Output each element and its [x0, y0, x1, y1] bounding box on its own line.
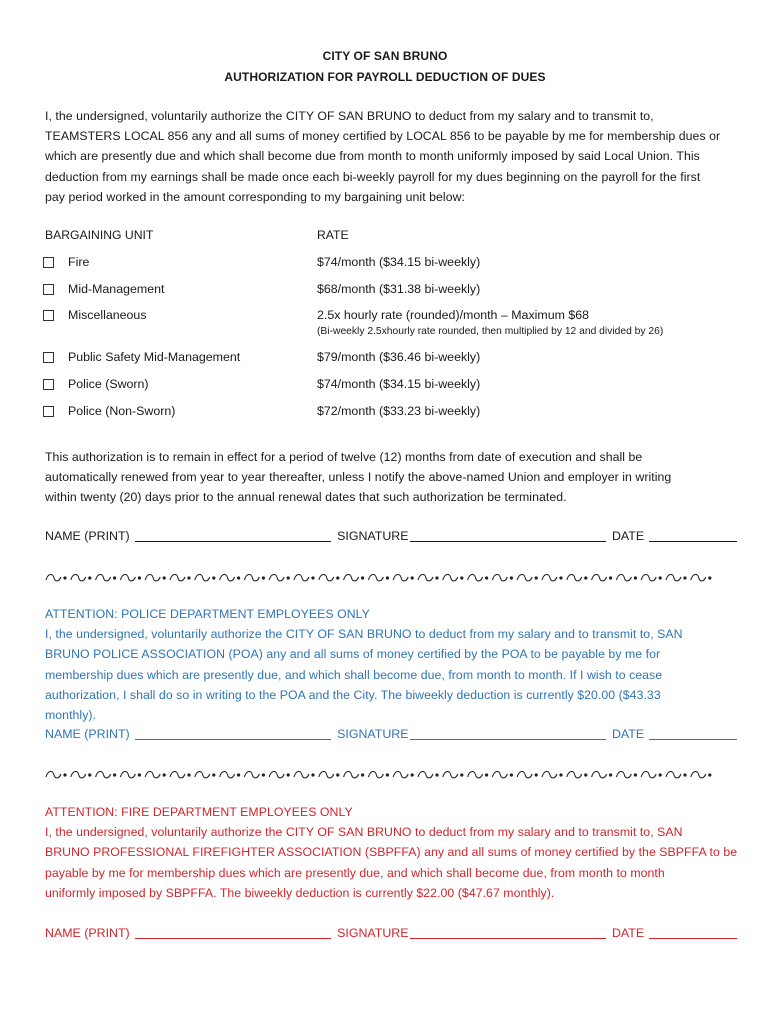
ornament-dot: [584, 773, 587, 776]
date-label: DATE: [611, 727, 645, 741]
unit-label-public-safety-mid-management: Public Safety Mid-Management: [68, 350, 241, 364]
ornament-dot: [386, 576, 389, 579]
signature-label: SIGNATURE: [337, 926, 409, 940]
org-title: CITY OF SAN BRUNO: [322, 49, 448, 63]
ornament-dot: [411, 576, 414, 579]
ornament-dot: [584, 576, 587, 579]
police-line: BRUNO POLICE ASSOCIATION (POA) any and all sums of money certified by the POA to be payable by me for: [45, 647, 661, 662]
ornament-scroll: [616, 574, 631, 580]
ornament-scroll: [294, 574, 309, 580]
col-header-rate: RATE: [317, 228, 349, 242]
ornament-dot: [212, 773, 215, 776]
rate-miscellaneous: 2.5x hourly rate (rounded)/month – Maximum $68: [317, 308, 590, 322]
fire-line: BRUNO PROFESSIONAL FIREFIGHTER ASSOCIATION (SBPFFA) any and all sums of money certified by the SBPFFA to be: [45, 845, 738, 860]
renewal-line: This authorization is to remain in effect for a period of twelve (12) months from date of execution and shall be: [45, 450, 643, 464]
ornament-dot: [361, 773, 364, 776]
ornament-scroll: [170, 574, 185, 580]
ornament-dot: [361, 576, 364, 579]
ornament-scroll: [567, 574, 582, 580]
ornament-scroll: [691, 574, 706, 580]
ornament-dot: [163, 773, 166, 776]
ornament-dot: [187, 773, 190, 776]
ornament-scroll: [542, 771, 557, 777]
intro-line: deduction from my earnings shall be made once each bi-weekly payroll for my dues beginning on the payroll for the first: [45, 169, 701, 184]
ornament-scroll: [71, 771, 86, 777]
fire-line: I, the undersigned, voluntarily authorize the CITY OF SAN BRUNO to deduct from my salary and to transmit to, SAN: [45, 825, 683, 840]
signature-row-teamsters: [45, 529, 740, 543]
ornament-dot: [485, 576, 488, 579]
ornament-dot: [634, 773, 637, 776]
ornament-dot: [88, 576, 91, 579]
ornament-scroll: [220, 574, 235, 580]
date-field[interactable]: [649, 529, 737, 542]
ornament-dot: [187, 576, 190, 579]
signature-label: SIGNATURE: [337, 529, 409, 543]
ornament-dot: [212, 576, 215, 579]
name-print-label: NAME (PRINT): [45, 529, 130, 543]
ornament-dot: [708, 576, 711, 579]
renewal-paragraph: [45, 447, 735, 508]
name-print-label: NAME (PRINT): [45, 727, 130, 741]
ornament-scroll: [71, 574, 86, 580]
ornament-dot: [262, 773, 265, 776]
ornament-dot: [634, 576, 637, 579]
rate-police-non-sworn: $72/month ($33.23 bi-weekly): [317, 404, 481, 418]
police-line: I, the undersigned, voluntarily authorize the CITY OF SAN BRUNO to deduct from my salary and to transmit to, SAN: [45, 627, 683, 642]
ornament-dot: [237, 773, 240, 776]
signature-field[interactable]: [410, 727, 606, 740]
intro-line: pay period worked in the amount corresponding to my bargaining unit below:: [45, 189, 465, 204]
ornament-scroll: [96, 771, 111, 777]
ornament-scroll: [120, 574, 135, 580]
ornament-dot: [535, 773, 538, 776]
checkbox-fire[interactable]: [43, 257, 54, 268]
name-print-label: NAME (PRINT): [45, 926, 130, 940]
ornament-scroll: [120, 771, 135, 777]
name-print-field[interactable]: [135, 529, 331, 542]
ornament-dot: [311, 773, 314, 776]
ornament-scroll: [319, 771, 334, 777]
date-field[interactable]: [649, 727, 737, 740]
signature-field[interactable]: [410, 529, 606, 542]
unit-label-miscellaneous: Miscellaneous: [68, 308, 147, 322]
ornament-scroll: [269, 574, 284, 580]
ornament-scroll: [418, 574, 433, 580]
ornament-dot: [559, 773, 562, 776]
ornament-dot: [386, 773, 389, 776]
ornament-dot: [708, 773, 711, 776]
ornament-dot: [683, 576, 686, 579]
ornament-scroll: [393, 574, 408, 580]
ornament-scroll: [145, 574, 160, 580]
fire-section: [45, 802, 738, 903]
renewal-line: within twenty (20) days prior to the annual renewal dates that such authorization be terminated.: [45, 490, 567, 505]
name-print-field[interactable]: [135, 926, 331, 939]
ornament-scroll: [244, 771, 259, 777]
intro-line: I, the undersigned, voluntarily authorize the CITY OF SAN BRUNO to deduct from my salary and to transmit to,: [45, 109, 654, 123]
ornament-scroll: [592, 771, 607, 777]
ornament-dot: [609, 576, 612, 579]
ornament-dot: [113, 576, 116, 579]
rate-police-sworn: $74/month ($34.15 bi-weekly): [317, 377, 481, 391]
ornament-scroll: [195, 771, 210, 777]
police-line: authorization, I shall do so in writing to the POA and the City. The biweekly deduction is currently $20.00 ($43.33: [45, 687, 661, 702]
ornament-scroll: [517, 574, 532, 580]
ornament-scroll: [368, 771, 383, 777]
ornament-scroll: [344, 771, 359, 777]
date-label: DATE: [611, 926, 645, 940]
fire-heading: ATTENTION: FIRE DEPARTMENT EMPLOYEES ONLY: [45, 805, 353, 819]
rate-fire: $74/month ($34.15 bi-weekly): [317, 255, 481, 269]
ornament-dot: [411, 773, 414, 776]
ornament-divider: [45, 571, 715, 585]
checkbox-police-non-sworn[interactable]: [43, 406, 54, 417]
checkbox-mid-management[interactable]: [43, 284, 54, 295]
ornament-dot: [485, 773, 488, 776]
ornament-scroll: [592, 574, 607, 580]
renewal-line: automatically renewed from year to year thereafter, unless I notify the above-named Union and employer in writing: [45, 470, 672, 485]
ornament-scroll: [269, 771, 284, 777]
ornament-scroll: [319, 574, 334, 580]
police-heading: ATTENTION: POLICE DEPARTMENT EMPLOYEES ONLY: [45, 607, 370, 621]
ornament-scroll: [517, 771, 532, 777]
ornament-scroll: [294, 771, 309, 777]
ornament-dot: [336, 773, 339, 776]
ornament-dot: [609, 773, 612, 776]
ornament-dot: [287, 576, 290, 579]
ornament-scroll: [641, 771, 656, 777]
ornament-dot: [659, 576, 662, 579]
ornament-scroll: [170, 771, 185, 777]
signature-label: SIGNATURE: [337, 727, 409, 741]
ornament-dot: [435, 773, 438, 776]
ornament-dot: [237, 576, 240, 579]
date-label: DATE: [611, 529, 645, 543]
ornament-scroll: [666, 574, 681, 580]
date-field[interactable]: [649, 926, 737, 939]
ornament-scroll: [145, 771, 160, 777]
ornament-scroll: [666, 771, 681, 777]
ornament-scroll: [641, 574, 656, 580]
ornament-scroll: [443, 771, 458, 777]
fire-line: uniformly imposed by SBPFFA. The biweekly deduction is currently $22.00 ($47.67 monthly).: [45, 885, 555, 900]
ornament-scroll: [96, 574, 111, 580]
unit-label-police-non-sworn: Police (Non-Sworn): [68, 404, 176, 418]
intro-line: which are presently due and which shall become due from month to month uniformly imposed by said Local Union. This: [45, 149, 700, 164]
form-title: AUTHORIZATION FOR PAYROLL DEDUCTION OF DUES: [224, 70, 546, 84]
ornament-dot: [113, 773, 116, 776]
ornament-scroll: [220, 771, 235, 777]
ornament-scroll: [368, 574, 383, 580]
ornament-scroll: [616, 771, 631, 777]
ornament-dot: [460, 576, 463, 579]
rate-mid-management: $68/month ($31.38 bi-weekly): [317, 282, 481, 296]
signature-row-police: [45, 727, 740, 741]
name-print-field[interactable]: [135, 727, 331, 740]
ornament-scroll: [468, 771, 483, 777]
ornament-scroll: [443, 574, 458, 580]
police-line: membership dues which are presently due, and which shall become due, from month to month. If I wish to cease: [45, 667, 663, 682]
ornament-scroll: [492, 771, 507, 777]
ornament-dot: [659, 773, 662, 776]
police-section: [45, 604, 735, 725]
intro-paragraph: [45, 106, 735, 207]
unit-label-fire: Fire: [68, 255, 90, 269]
ornament-scroll: [492, 574, 507, 580]
ornament-dot: [287, 773, 290, 776]
ornament-dot: [510, 576, 513, 579]
signature-row-fire: [45, 926, 740, 940]
ornament-dot: [138, 773, 141, 776]
ornament-dot: [63, 576, 66, 579]
ornament-divider: [45, 768, 715, 782]
police-line: monthly).: [45, 708, 97, 723]
col-header-unit: BARGAINING UNIT: [45, 228, 154, 242]
ornament-dot: [311, 576, 314, 579]
ornament-scroll: [46, 574, 61, 580]
checkbox-police-sworn[interactable]: [43, 379, 54, 390]
ornament-scroll: [244, 574, 259, 580]
fire-line: payable by me for membership dues which are presently due, and which shall become due, from month to month: [45, 865, 665, 880]
ornament-scroll: [418, 771, 433, 777]
ornament-dot: [460, 773, 463, 776]
ornament-dot: [559, 576, 562, 579]
ornament-scroll: [195, 574, 210, 580]
ornament-dot: [336, 576, 339, 579]
ornament-scroll: [691, 771, 706, 777]
rate-public-safety-mid-management: $79/month ($36.46 bi-weekly): [317, 350, 481, 364]
ornament-dot: [535, 576, 538, 579]
ornament-scroll: [542, 574, 557, 580]
ornament-dot: [262, 576, 265, 579]
ornament-dot: [88, 773, 91, 776]
ornament-dot: [683, 773, 686, 776]
checkbox-miscellaneous[interactable]: [43, 310, 54, 321]
ornament-scroll: [468, 574, 483, 580]
ornament-scroll: [567, 771, 582, 777]
ornament-dot: [510, 773, 513, 776]
unit-label-police-sworn: Police (Sworn): [68, 377, 149, 391]
ornament-dot: [163, 576, 166, 579]
intro-line: TEAMSTERS LOCAL 856 any and all sums of money certified by LOCAL 856 to be payable by me for membership dues or: [45, 129, 721, 144]
unit-label-mid-management: Mid-Management: [68, 282, 165, 296]
checkbox-public-safety-mid-management[interactable]: [43, 352, 54, 363]
rate-note-miscellaneous: (Bi-weekly 2.5xhourly rate rounded, then multiplied by 12 and divided by 26): [317, 326, 664, 337]
ornament-dot: [138, 576, 141, 579]
ornament-dot: [435, 576, 438, 579]
ornament-scroll: [393, 771, 408, 777]
ornament-scroll: [344, 574, 359, 580]
ornament-dot: [63, 773, 66, 776]
signature-field[interactable]: [410, 926, 606, 939]
ornament-scroll: [46, 771, 61, 777]
